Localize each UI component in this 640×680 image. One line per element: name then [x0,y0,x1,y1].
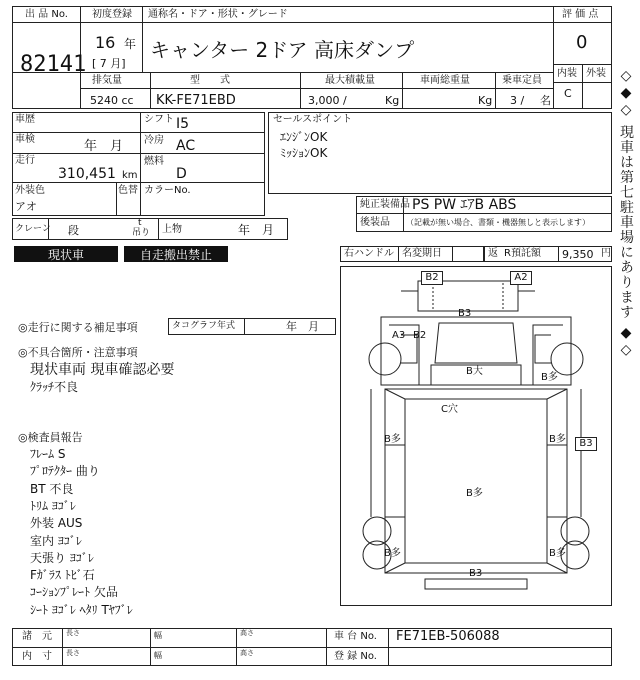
capacity-unit: 名 [540,94,551,107]
inspector-line: 室内 ﾖｺﾞﾚ [30,533,82,548]
sales-point-line: ﾐｯｼｮﾝOK [280,146,328,160]
damage-mark: B大 [466,366,483,377]
crane-t: t [138,218,142,228]
damage-mark: B多 [466,488,483,499]
height-label: 高さ [240,649,254,657]
displacement: 5240 cc [90,94,134,107]
detail-frame [12,112,265,216]
history-label: 車歴 [15,114,35,125]
damage-mark: C穴 [441,404,458,415]
mileage: 310,451 [58,166,116,182]
model-code-label: 型 式 [190,75,230,86]
inspector-line: ﾌﾟﾛﾃｸﾀｰ 曲り [30,464,100,479]
recycle-unit: 円 [601,248,611,259]
width-label: 幅 [154,651,162,660]
ac-value: AC [176,138,196,154]
driving-notes-label: ◎走行に関する補足事項 [18,321,138,334]
model-name-label: 通称名・ドア・形状・グレード [148,9,288,20]
first-reg-year: 16 [95,33,116,52]
chassis-number: FE71EB-506088 [396,629,500,644]
capacity: 3 / [510,94,525,107]
damage-badge: B3 [575,437,597,451]
inspector-line: Fｶﾞﾗｽ ﾄﾋﾞ石 [30,568,95,583]
max-load: 3,000 / [308,94,347,107]
inner-size-label: 内 寸 [22,651,52,662]
recycle-label: 返 [488,248,498,259]
inspector-line: 外装 AUS [30,516,83,531]
defect-line: ｸﾗｯﾁ不良 [30,380,79,394]
width-label: 幅 [154,631,162,640]
first-reg-year-unit: 年 [124,37,137,51]
ac-label: 冷房 [144,135,164,146]
defects-label: ◎不具合箇所・注意事項 [18,346,138,359]
color-change-label: 色替 [118,185,138,196]
gross-weight-label: 車両総重量 [420,75,470,86]
height-label: 高さ [240,629,254,637]
inspector-line: BT 不良 [30,481,74,496]
damage-mark: B2 [413,330,427,341]
lot-label: 出 品 No. [25,9,68,20]
misc-label: 諸 元 [22,631,52,642]
fuel-value: D [176,166,187,182]
ext-color: アオ [15,200,37,213]
mileage-unit: km [122,170,138,181]
mileage-label: 走行 [15,155,35,166]
model-name: キャンター 2ドア 高床ダンプ [150,38,415,62]
first-reg-month: [ 7 月] [92,57,126,70]
damage-mark: B多 [549,434,566,445]
crane-label: クレーン [15,224,51,234]
shift-value: I5 [176,116,190,132]
exterior-label: 外装 [586,68,606,79]
damage-mark: B多 [549,548,566,559]
max-load-label: 最大積載量 [325,75,375,86]
gross-weight-unit: Kg [478,94,493,107]
upper-label: 上物 [162,224,182,235]
damage-badge: B2 [421,271,443,285]
inspector-line: ｺｰｼｮﾝﾌﾟﾚｰﾄ 欠品 [30,585,118,600]
damage-mark: B3 [469,568,483,579]
displacement-label: 排気量 [92,75,122,86]
crane-steps: 段 [68,224,79,237]
aftermarket-label: 後装品 [360,217,390,228]
defect-line: 現状車両 現車確認必要 [30,362,175,378]
sales-points-label: セールスポイント [273,114,353,125]
recycle-r-label: R預託額 [504,248,541,259]
chassis-label: 車 台 No. [334,631,377,642]
capacity-label: 乗車定員 [502,75,542,86]
inspector-line: ﾄﾘﾑ ﾖｺﾞﾚ [30,498,76,513]
ext-color-label: 外装色 [15,185,45,196]
truck-outline [341,267,611,605]
equipment-value: PS PW ｴｱB ABS [412,197,517,213]
tacho-label: タコグラフ年式 [172,321,236,331]
damage-badge: A2 [510,271,532,285]
reg-number-label: 登 録 No. [334,651,377,662]
damage-mark: B多 [384,548,401,559]
fuel-label: 燃料 [144,156,164,167]
right-hand-drive: 右ハンドル [344,248,394,259]
current-vehicle-badge: 現状車 [14,246,118,262]
first-reg-label: 初度登録 [92,9,132,20]
damage-mark: B多 [384,434,401,445]
lot-number: 82141 [20,52,87,77]
max-load-unit: Kg [385,94,400,107]
aftermarket-note: （記載が無い場合、書類・機器無しと表示します） [406,218,590,227]
recycle-amount: 9,350 [562,248,594,261]
color-no-label: カラーNo. [144,185,191,196]
eval-score: 0 [576,32,588,53]
no-self-drive-badge: 自走搬出禁止 [124,246,228,262]
inspector-line: ﾌﾚｰﾑ S [30,447,66,461]
damage-mark: B多 [541,372,558,383]
inspector-line: 天張り ﾖｺﾞﾚ [30,550,94,565]
damage-mark: A3 [392,330,406,341]
inspection-label: 車検 [15,134,35,145]
inspector-label: ◎検査員報告 [18,431,83,444]
name-change-label: 名変期日 [402,248,442,259]
name-change-box [452,246,484,262]
damage-diagram [340,266,612,606]
crane-hang: 吊り [132,228,151,238]
eval-label: 評 価 点 [562,9,599,20]
shift-label: シフト [144,114,174,125]
interior-grade: C [564,87,572,100]
upper-value: 年 月 [238,223,275,237]
equipment-label: 純正装備品 [360,199,410,210]
length-label: 長さ [66,629,80,637]
inspector-line: ｼｰﾄ ﾖｺﾞﾚ ﾍﾀﾘ Tﾔﾌﾞﾚ [30,602,133,617]
sales-point-line: ｴﾝｼﾞﾝOK [280,130,328,144]
tacho-value: 年 月 [286,320,319,333]
parking-note: ◇◆◇ 現車は第七駐車場にあります ◆◇ [618,68,634,359]
inspection-value: 年 月 [84,139,124,154]
model-code: KK-FE71EBD [156,93,236,108]
damage-mark: B3 [458,308,472,319]
interior-label: 内装 [557,68,577,79]
length-label: 長さ [66,649,80,657]
